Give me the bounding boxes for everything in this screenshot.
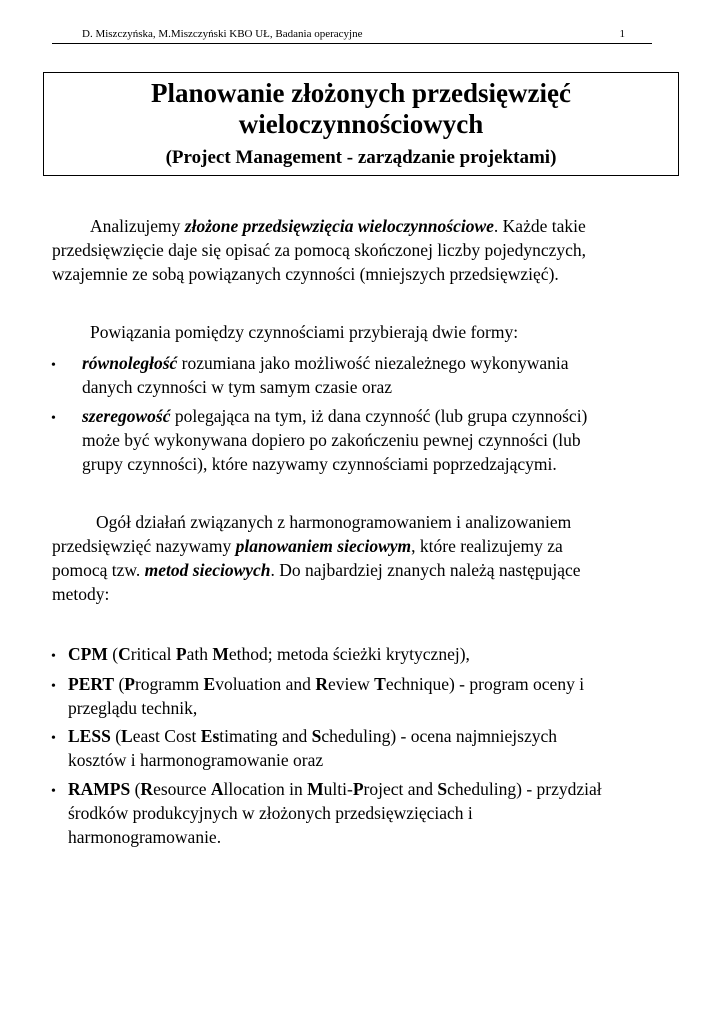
page-header (52, 26, 652, 44)
bullet-icon: • (51, 731, 56, 746)
list-item-cont: danych czynności w tym samym czasie oraz (82, 377, 393, 397)
list-item-cont: grupy czynności), które nazywamy czynnościami poprzedzającymi. (82, 454, 557, 474)
list-item: szeregowość polegająca na tym, iż dana czynność (lub grupa czynności) (82, 406, 588, 426)
bullet-icon: • (51, 679, 56, 694)
header-course: Badania operacyjne (275, 28, 363, 40)
method-ramps: RAMPS (Resource Allocation in Multi-Project and Scheduling) - przydział (68, 779, 602, 799)
method-pert: PERT (Programm Evoluation and Review Technique) - program oceny i (68, 674, 585, 694)
page-number: 1 (619, 28, 625, 40)
method-less-cont: kosztów i harmonogramowanie oraz (68, 750, 324, 770)
method-pert-cont: przeglądu technik, (68, 698, 198, 718)
bullet-icon: • (51, 411, 56, 426)
bullet-icon: • (51, 649, 56, 664)
text-line: przedsięwzięć nazywamy planowaniem sieciowym, które realizujemy za (52, 536, 563, 556)
method-cpm: CPM (Critical Path Method; metoda ścieżki krytycznej), (68, 644, 470, 664)
text-line: Powiązania pomiędzy czynnościami przybierają dwie formy: (90, 322, 519, 342)
title-line-2: wieloczynnościowych (238, 109, 484, 139)
text-line: wzajemnie ze sobą powiązanych czynności (mniejszych przedsięwzięć). (52, 264, 559, 284)
bullet-icon: • (51, 358, 56, 373)
text-line: Analizujemy złożone przedsięwzięcia wieloczynnościowe. Każde takie (90, 216, 586, 236)
list-item: równoległość rozumiana jako możliwość niezależnego wykonywania (82, 353, 569, 373)
title-line-1: Planowanie złożonych przedsięwzięć (151, 78, 571, 108)
text-line: metody: (52, 584, 110, 604)
header-authors: D. Miszczyńska, M.Miszczyński KBO UŁ, Badania operacyjne (82, 28, 363, 40)
method-ramps-cont: harmonogramowanie. (68, 827, 222, 847)
text-line: przedsięwzięcie daje się opisać za pomocą skończonej liczby pojedynczych, (52, 240, 586, 260)
list-item-cont: może być wykonywana dopiero po zakończeniu pewnej czynności (lub (82, 430, 581, 450)
method-ramps-cont: środków produkcyjnych w złożonych przedsięwzięciach i (68, 803, 473, 823)
text-line: Ogół działań związanych z harmonogramowaniem i analizowaniem (96, 512, 572, 532)
title-box (43, 72, 679, 176)
subtitle: (Project Management - zarządzanie projektami) (165, 147, 557, 168)
method-less: LESS (Least Cost Estimating and Scheduling) - ocena najmniejszych (68, 726, 558, 746)
text-line: pomocą tzw. metod sieciowych. Do najbardziej znanych należą następujące (52, 560, 581, 580)
bullet-icon: • (51, 784, 56, 799)
